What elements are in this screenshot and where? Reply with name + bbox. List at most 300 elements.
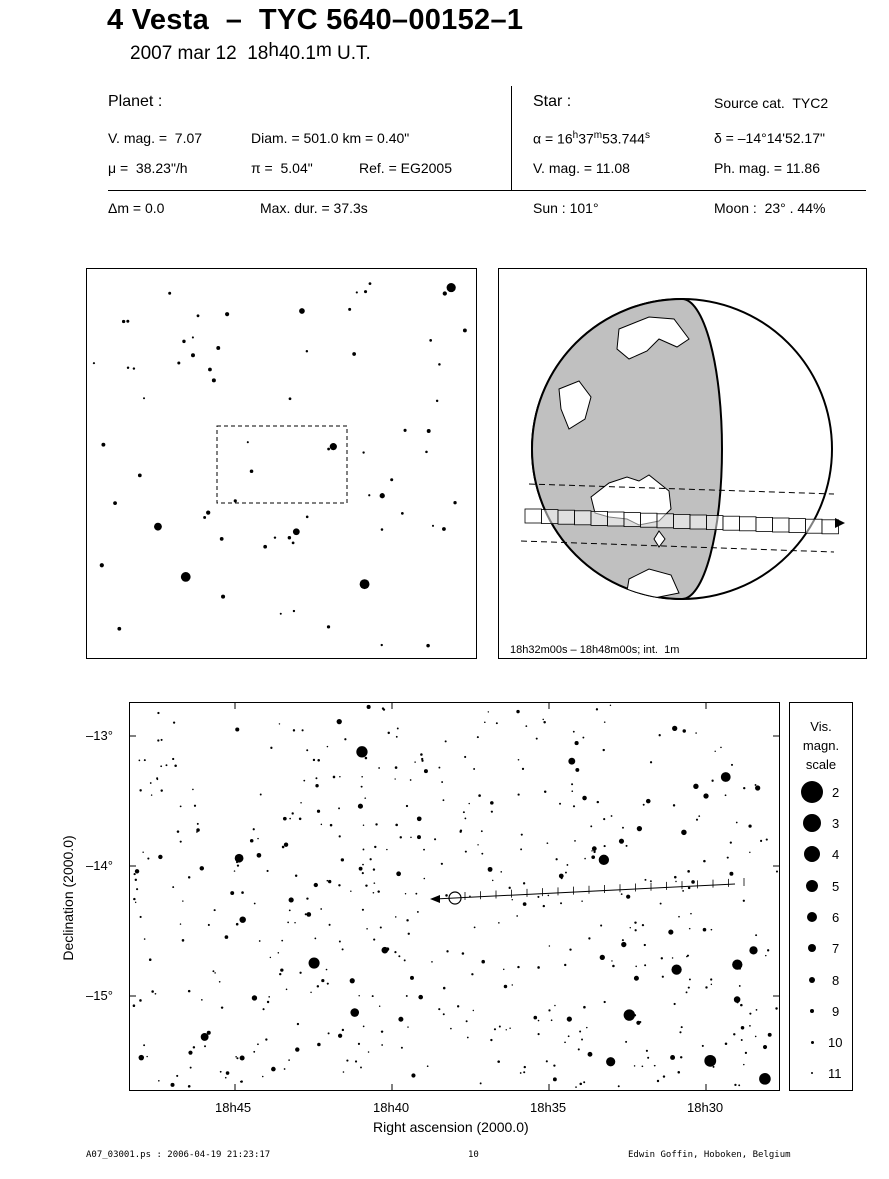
chart-star [554,1005,556,1007]
chart-star [328,1032,330,1034]
chart-star [703,860,706,863]
chart-star [417,911,419,913]
planet-path [430,878,744,904]
chart-star [144,759,146,761]
chart-star [161,739,163,741]
chart-star [288,1059,290,1061]
chart-star [704,1055,716,1067]
finder-star [330,443,337,450]
chart-star [299,972,301,974]
planet-motion: μ = 38.23"/h [108,160,188,176]
event-datetime [130,40,371,65]
chart-star [767,949,769,951]
footer-page-number: 10 [468,1150,479,1160]
chart-star [134,873,136,875]
chart-star [254,903,256,905]
chart-star [372,995,374,997]
chart-star [748,824,751,827]
chart-star [338,807,340,809]
chart-star [400,836,402,838]
chart-star [583,1081,585,1083]
chart-star [571,783,573,785]
finder-star [352,352,356,356]
finder-star [247,441,249,443]
chart-star [144,938,146,940]
finder-star [364,290,367,293]
chart-star [417,816,422,821]
finder-star [426,644,430,648]
chart-star [293,729,295,731]
chart-star [520,1072,522,1074]
finder-star [429,339,432,342]
chart-star [225,1077,227,1079]
chart-star [182,939,185,942]
xtick-label: 18h30 [687,1100,724,1115]
chart-ticks [130,703,779,1090]
chart-star [478,794,481,797]
chart-star [362,872,364,874]
chart-star [374,846,376,848]
minute-unit: m [315,40,332,61]
chart-star [612,965,615,968]
chart-star [279,973,281,975]
footer-file-info: A07_03001.ps : 2006-04-19 21:23:17 [86,1150,271,1160]
chart-star [355,1060,357,1062]
chart-star [397,727,399,729]
event-date: 2007 mar 12 18 [130,43,269,64]
chart-star [200,866,204,870]
ytick-label: –13° [86,728,113,743]
planet-reference: Ref. = EG2005 [359,160,453,176]
chart-star [626,895,630,899]
track-box [641,513,658,527]
mag-label: 6 [832,910,840,925]
chart-star [253,1051,255,1053]
chart-star [731,764,733,766]
chart-star [289,897,294,902]
chart-star [395,824,398,827]
chart-star [730,842,732,844]
chart-star [702,1045,704,1047]
chart-star [166,764,168,766]
track-box [525,509,542,523]
finder-star [100,563,104,567]
chart-star [654,1065,656,1067]
chart-star [600,925,602,927]
chart-star [176,1075,178,1077]
chart-star [713,1066,715,1068]
finder-star [443,291,447,295]
mag-dot [803,814,821,832]
finder-star [143,397,145,399]
chart-star [377,890,379,892]
chart-star [410,976,414,980]
chart-star [180,805,182,807]
chart-star [604,721,606,723]
chart-star [303,780,305,782]
moon-info: Moon : 23° . 44% [714,200,826,216]
chart-star [363,825,364,826]
finder-star [368,494,370,496]
chart-star [646,799,651,804]
chart-star [711,984,712,985]
finder-starfield [87,269,476,658]
chart-star [755,784,757,786]
chart-star [350,978,355,983]
chart-star [417,835,421,839]
scale-row [790,934,854,964]
chart-star [579,1031,581,1033]
mag-label: 4 [832,847,840,862]
chart-star [464,756,466,758]
chart-star [523,902,527,906]
chart-star [427,1065,429,1067]
chart-star [542,719,544,721]
star-section-label: Star : [533,93,572,110]
chart-star [226,1071,230,1075]
chart-star [317,810,320,813]
chart-star [386,947,389,950]
footer-author: Edwin Goffin, Hoboken, Belgium [628,1150,791,1160]
chart-star [567,1016,572,1021]
chart-star [573,805,575,807]
chart-star [270,747,272,749]
chart-star [142,852,143,853]
chart-star [571,790,573,792]
chart-star [160,765,162,767]
chart-star [635,929,637,931]
chart-star [300,802,302,804]
chart-star [499,1026,501,1028]
chart-star [329,924,331,926]
chart-star [582,796,587,801]
scale-row [790,809,854,839]
track-box [723,516,740,530]
chart-star [431,961,433,963]
chart-star [299,818,302,821]
chart-star [618,1085,620,1087]
chart-star [467,1037,469,1039]
x-axis-label: Right ascension (2000.0) [373,1119,529,1135]
chart-star [271,1067,276,1072]
chart-star [330,824,333,827]
max-duration: Max. dur. = 37.3s [260,200,368,216]
mag-dot [810,1009,814,1013]
chart-star [359,867,363,871]
chart-star [240,1055,245,1060]
track-box [591,511,608,525]
chart-star [736,822,738,824]
chart-star [597,801,599,803]
chart-star [237,865,239,867]
chart-star [674,1003,676,1005]
chart-star [380,926,382,928]
chart-star [484,721,486,723]
chart-star [317,759,320,762]
chart-star [564,964,566,966]
chart-star [147,857,149,859]
chart-star [289,909,291,911]
finder-star [306,516,309,519]
chart-star [590,825,592,827]
chart-star [188,990,191,993]
chart-star [441,781,443,783]
chart-star [644,879,646,881]
chart-star [214,972,216,974]
mag-label: 10 [828,1035,843,1050]
chart-star [682,890,684,892]
finder-star [432,525,434,527]
main-star-chart [129,702,780,1091]
chart-star [140,916,142,918]
chart-star [350,1008,359,1017]
chart-star [650,761,652,763]
chart-star [292,812,294,814]
chart-star [172,758,174,760]
chart-star [573,731,575,733]
chart-star [619,839,624,844]
chart-star [765,955,766,956]
chart-stars [133,705,778,1088]
chart-star [225,935,229,939]
finder-star [101,443,105,447]
chart-star [763,1045,767,1049]
chart-star [477,844,478,845]
chart-star [172,886,174,888]
chart-star [406,919,408,921]
chart-star [525,725,527,727]
chart-star [523,1071,525,1073]
chart-star [657,1080,659,1082]
chart-star [180,923,181,924]
chart-star [194,805,196,807]
chart-star [221,1006,223,1008]
chart-star [497,1060,500,1063]
chart-star [471,973,473,975]
mag-dot [809,977,815,983]
chart-star [474,926,476,928]
chart-star [282,846,285,849]
chart-star [556,858,558,860]
chart-star [544,791,546,793]
scale-title-line: magn. [802,738,840,753]
finder-star [212,378,216,382]
chart-star [603,749,605,751]
chart-star [315,784,318,787]
chart-star [741,1039,743,1041]
chart-star [367,705,371,709]
chart-star [146,1056,147,1057]
chart-star [337,719,342,724]
chart-star [370,858,372,860]
chart-star [457,1005,459,1007]
chart-star [732,959,742,969]
chart-star [660,903,662,905]
chart-star [480,1082,482,1084]
chart-star [173,721,175,723]
chart-star [568,758,575,765]
chart-star [548,895,550,897]
chart-star [143,1044,145,1046]
chart-star [755,1036,757,1038]
finder-star [220,537,224,541]
chart-star [315,777,317,779]
finder-star [182,340,185,343]
track-arrow [835,518,845,528]
chart-star [481,853,483,855]
chart-star [567,864,569,866]
chart-star [591,850,592,851]
chart-star [395,766,398,769]
chart-star [683,729,686,732]
chart-star [398,955,400,957]
chart-star [548,1009,550,1011]
chart-star [644,944,646,946]
chart-star [420,753,423,756]
chart-star [582,737,584,739]
chart-star [408,933,410,935]
chart-star [158,855,162,859]
chart-star [536,738,538,740]
chart-star [743,900,745,902]
chart-star [672,957,673,958]
chart-star [691,880,695,884]
chart-star [755,934,757,936]
chart-star [396,871,401,876]
chart-star [446,950,448,952]
chart-star [192,789,194,791]
chart-star [302,729,304,731]
chart-star [642,1065,644,1067]
planet-parallax: π = 5.04" [251,160,313,176]
chart-star [680,1056,682,1058]
chart-star [621,942,626,947]
chart-star [759,1073,771,1085]
chart-star [358,1043,360,1045]
chart-star [603,818,605,820]
chart-star [161,789,163,791]
mag-label: 2 [832,785,840,800]
chart-star [364,797,366,799]
chart-star [546,1060,548,1062]
chart-star [674,876,677,879]
chart-star [193,1046,195,1048]
chart-star [553,1065,555,1067]
chart-star [443,799,445,801]
chart-star [281,940,283,942]
chart-star [262,1076,264,1078]
chart-star [604,1001,606,1003]
chart-star [284,1068,286,1070]
chart-star [373,939,375,941]
ra-h-unit: h [572,130,579,141]
chart-star [365,757,368,760]
finder-star [436,400,438,402]
chart-star [441,863,443,865]
chart-star [662,976,664,978]
chart-star [135,902,136,903]
chart-star [630,927,631,928]
chart-star [362,909,364,911]
chart-star [339,835,341,837]
chart-star [279,723,280,724]
chart-star [681,830,686,835]
chart-star [494,1028,496,1030]
chart-star [553,1077,557,1081]
finder-star [168,292,171,295]
chart-star [760,840,762,842]
chart-star [424,769,428,773]
chart-star [190,1067,192,1069]
chart-star [361,786,363,788]
chart-star [133,1004,136,1007]
chart-star [362,864,364,866]
chart-star [518,759,520,761]
finder-chart-panel [86,268,477,659]
mag-label: 5 [832,879,840,894]
chart-star [512,984,513,985]
chart-star [634,1014,636,1016]
chart-star [560,902,562,904]
scale-row [790,1028,854,1058]
chart-star [284,843,288,847]
chart-star [720,747,722,749]
chart-star [188,1085,191,1088]
ytick-label: –14° [86,858,113,873]
chart-star [509,1028,510,1029]
track-box [657,514,674,528]
chart-star [188,876,190,878]
chart-star [306,897,308,899]
chart-star [646,1050,648,1052]
finder-star [177,361,180,364]
chart-star [174,765,177,768]
track-box [756,517,773,531]
finder-star [293,610,295,612]
chart-star [743,1064,744,1065]
chart-star [637,826,642,831]
chart-star [343,1071,345,1073]
chart-star [610,705,611,706]
chart-star [675,881,676,882]
chart-star [360,1067,362,1069]
chart-star [681,1026,683,1028]
chart-star [317,985,319,987]
chart-star [363,849,365,851]
magnitude-scale-panel [789,702,853,1091]
chart-star [766,839,768,841]
chart-star [647,1057,649,1059]
chart-star [396,736,398,738]
finder-star [381,644,383,646]
chart-star [491,811,493,813]
chart-star [663,1075,665,1077]
chart-star [537,896,539,898]
chart-star [196,831,198,833]
chart-star [739,968,741,970]
scale-row [790,872,854,902]
finder-star [133,367,135,369]
chart-star [693,784,698,789]
chart-star [756,1009,758,1011]
finder-star [221,595,225,599]
chart-star [584,858,586,860]
chart-star [314,938,316,940]
chart-star [689,928,691,930]
chart-star [388,732,390,734]
chart-star [466,1020,468,1022]
chart-star [581,1039,583,1041]
